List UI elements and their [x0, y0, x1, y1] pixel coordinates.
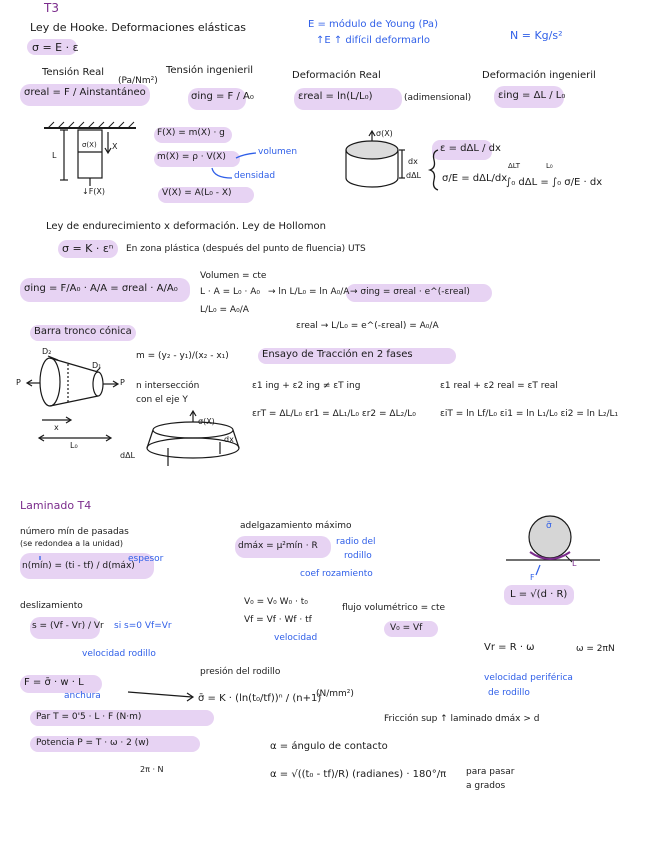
cylinder-ddl-label: dΔL	[406, 171, 422, 180]
vf-formula: Vf = Vf · Wf · tf	[244, 615, 312, 625]
contact-length-formula: L = √(d · R)	[510, 589, 568, 600]
bar-x-label: X	[112, 142, 118, 151]
potencia-formula: Potencia P = T · ω · 2 (w)	[36, 738, 150, 748]
roll-diagram	[506, 516, 600, 575]
presion-units: (N/mm²)	[316, 689, 354, 699]
def-real-formula: εreal = ln(L/L₀)	[298, 91, 373, 102]
velocidad-rodillo-label: velocidad rodillo	[82, 649, 156, 659]
two-pi-n: 2π · N	[140, 765, 164, 774]
cone-x-label: x	[54, 423, 59, 432]
volumen-cte: Volumen = cte	[200, 271, 267, 281]
bar-force-label: ↓F(X)	[82, 187, 106, 196]
cylinder-sigma-label: σ(X)	[376, 129, 393, 138]
friccion-note: Fricción sup ↑ laminado dmáx > d	[384, 714, 540, 724]
hooke-heading: Ley de Hooke. Deformaciones elásticas	[30, 21, 247, 34]
par-formula: Par T = 0'5 · L · F (N·m)	[36, 712, 142, 722]
n-intersection-2: con el eje Y	[136, 395, 188, 405]
vr-formula: Vr = R · ω	[484, 642, 535, 653]
presion-formula: σ̄ = K · (ln(t₀/tf))ⁿ / (n+1)	[198, 693, 322, 704]
vx-formula: V(X) = A(L₀ - X)	[162, 188, 232, 198]
slope-formula: m = (y₂ - y₁)/(x₂ - x₁)	[136, 351, 229, 361]
cylinder-dx-label: dx	[408, 157, 418, 166]
roll-sigma-label: σ̄	[546, 521, 552, 531]
arrow-right	[128, 692, 193, 701]
volume-eq-1: L · A = L₀ · A₀	[200, 287, 260, 297]
roll-length-label: L	[572, 559, 577, 568]
sigma-ing-relation: σing = F/A₀ · A/A = σreal · A/A₀	[24, 283, 178, 294]
ensayo-ing-sum: ε1 ing + ε2 ing ≠ εT ing	[252, 381, 361, 391]
deslizamiento-title: deslizamiento	[20, 601, 83, 611]
cone-p-right: P	[120, 378, 125, 387]
fx-formula: F(X) = m(X) · g	[157, 128, 225, 138]
cone-d2-label: D₂	[42, 347, 52, 356]
deslizamiento-formula: s = (Vf - Vr) / Vr	[32, 621, 104, 631]
young-modulus-note: E = módulo de Young (Pa)	[308, 19, 438, 30]
mx-formula: m(X) = ρ · V(X)	[157, 152, 226, 162]
volumen-label: volumen	[258, 147, 298, 157]
def-real-title: Deformación Real	[292, 70, 381, 81]
nmin-formula: n(mín) = (ti - tf) / d(máx)	[22, 561, 135, 571]
ensayo-logs: εiT = ln Lf/L₀ εi1 = ln L₁/L₀ εi2 = ln L₂/L₁	[440, 409, 619, 419]
coef-rozamiento-label: coef rozamiento	[300, 569, 373, 579]
hanging-bar-diagram	[44, 122, 136, 186]
frustum-ddl-label: dΔL	[120, 451, 136, 460]
anchura-label: anchura	[64, 691, 101, 701]
frustum-sigma-label: σ(X)	[198, 417, 215, 426]
integral-upper-2: L₀	[546, 162, 553, 170]
cone-d1-label: D₁	[92, 361, 102, 370]
npasadas-note: (se redondea a la unidad)	[20, 539, 123, 548]
radio-label-1: radio del	[336, 537, 376, 547]
barra-title: Barra tronco cónica	[34, 326, 132, 337]
velocidad-label: velocidad	[274, 633, 318, 643]
tension-real-units: (Pa/Nm²)	[118, 76, 158, 86]
alpha-note-2: a grados	[466, 781, 506, 791]
omega-formula: ω = 2πN	[576, 644, 615, 654]
tension-ing-formula: σing = F / A₀	[191, 91, 254, 102]
hollomon-title: Ley de endurecimiento x deformación. Ley de Hollomon	[46, 221, 327, 232]
ensayo-ratios: εrT = ΔL/L₀ εr1 = ΔL₁/L₀ εr2 = ΔL₂/L₀	[252, 409, 416, 419]
integral-equation: ∫₀ dΔL = ∫₀ σ/E · dx	[506, 177, 603, 188]
section-title-t4: Laminado T4	[20, 499, 92, 512]
v0-equals-vf: V₀ = Vf	[390, 623, 423, 633]
truncated-cone-diagram	[27, 356, 118, 441]
tension-real-title: Tensión Real	[42, 67, 105, 78]
integral-upper-1: ΔLT	[508, 162, 521, 170]
frustum-dx-label: dx	[224, 435, 234, 444]
tension-real-formula: σreal = F / Ainstantáneo	[24, 87, 146, 98]
densidad-label: densidad	[234, 171, 276, 181]
alpha-formula: α = √((t₀ - tf)/R) (radianes) · 180°/π	[270, 769, 447, 780]
def-real-note: (adimensional)	[404, 93, 472, 103]
force-formula: F = σ̄ · w · L	[24, 677, 84, 688]
sigma-over-e: σ/E = dΔL/dx	[442, 173, 508, 184]
velocidad-periferica-2: de rodillo	[488, 688, 530, 698]
alpha-note-1: para pasar	[466, 767, 515, 777]
ensayo-title: Ensayo de Tracción en 2 fases	[262, 349, 413, 360]
adelgazamiento-title: adelgazamiento máximo	[240, 521, 352, 531]
epsilon-dx: ε = dΔL / dx	[440, 143, 501, 154]
bar-L-label: L	[52, 151, 57, 160]
hooke-formula: σ = E · ε	[32, 41, 79, 54]
deslizamiento-condition: si s=0 Vf=Vr	[114, 621, 172, 631]
sigma-ing-exponential: → σing = σreal · e^(-εreal)	[350, 287, 470, 297]
hollomon-formula: σ = K · εⁿ	[62, 242, 114, 255]
cone-l0-label: L₀	[70, 441, 78, 450]
newton-units: N = Kg/s²	[510, 29, 563, 42]
flujo-volumetrico: flujo volumétrico = cte	[342, 603, 446, 613]
section-title-t3: T3	[44, 1, 59, 15]
roll-force-label: F	[530, 573, 535, 582]
v0-formula: V₀ = V₀ W₀ · t₀	[244, 597, 308, 607]
alpha-title: α = ángulo de contacto	[270, 741, 388, 752]
volume-ln: → ln L/L₀ = ln A₀/A	[268, 287, 350, 297]
dmax-formula: dmáx = μ²mín · R	[238, 541, 318, 551]
radio-label-2: rodillo	[344, 551, 372, 561]
npasadas-title: número mín de pasadas	[20, 527, 129, 537]
bar-sigma-label: σ(X)	[82, 141, 97, 149]
hollomon-note: En zona plástica (después del punto de fluencia) UTS	[126, 244, 366, 254]
tension-ing-title: Tensión ingenieril	[166, 65, 254, 76]
velocidad-periferica-1: velocidad periférica	[484, 673, 573, 683]
ensayo-real-sum: ε1 real + ε2 real = εT real	[440, 381, 558, 391]
def-ing-title: Deformación ingenieril	[482, 70, 596, 81]
volume-eq-2: L/L₀ = A₀/A	[200, 305, 249, 315]
ereal-exponential: εreal → L/L₀ = e^(-εreal) = A₀/A	[296, 321, 439, 331]
cone-p-left: P	[16, 378, 21, 387]
cylinder-diagram	[346, 131, 405, 187]
espesor-label: espesor	[128, 554, 164, 564]
def-ing-formula: εing = ΔL / L₀	[498, 90, 566, 101]
presion-title: presión del rodillo	[200, 667, 281, 677]
young-modulus-note-2: ↑E ↑ difícil deformarlo	[316, 35, 431, 46]
n-intersection-1: n intersección	[136, 381, 200, 391]
